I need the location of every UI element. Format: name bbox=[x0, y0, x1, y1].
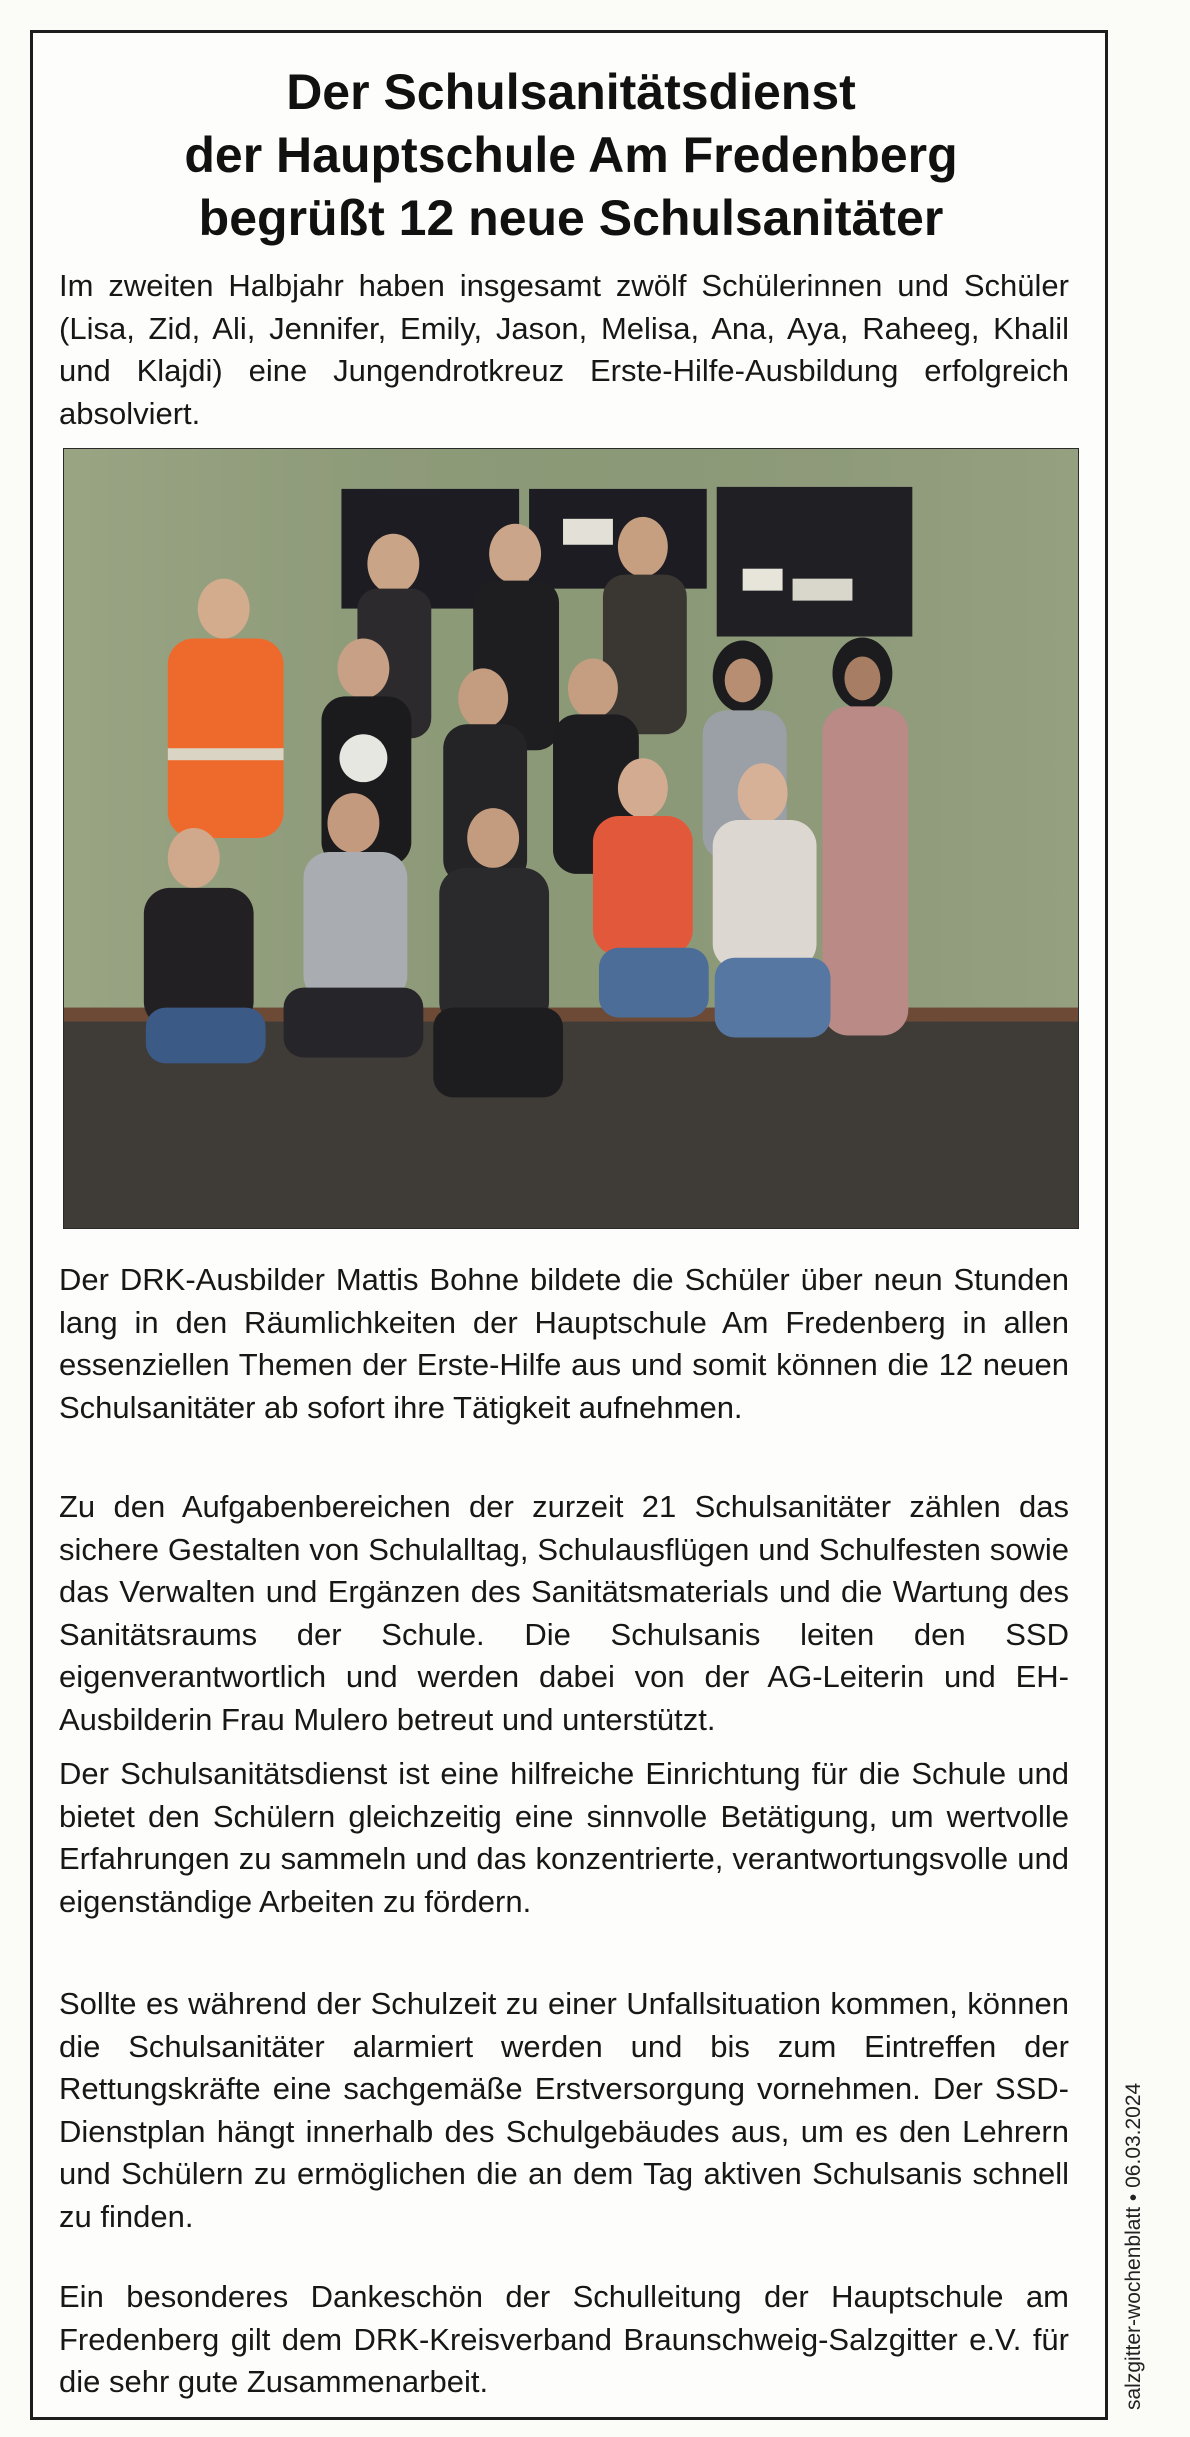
article-headline bbox=[73, 61, 1069, 250]
headline-line-1: Der Schulsanitätsdienst bbox=[286, 64, 856, 120]
group-photo-illustration bbox=[64, 449, 1078, 1228]
body-paragraph: Sollte es während der Schulzeit zu einer Unfallsituation kommen, können die Schulsanitäter alarmiert werden und bis zum Eintreffen der Rettungskräfte eine sachgemäße Erstversorgung vornehmen. Der SSD-Dienstplan hängt innerhalb des Schulgebäudes aus, um es den Lehrern und Schülern zu ermöglichen die an dem Tag aktiven Schulsanis schnell zu finden. bbox=[59, 1986, 1069, 2234]
group-photo bbox=[63, 448, 1079, 1229]
source-credit: salzgitter-wochenblatt • 06.03.2024 bbox=[1122, 2082, 1145, 2410]
headline-line-2: der Hauptschule Am Fredenberg bbox=[184, 127, 958, 183]
body-paragraph: Ein besonderes Dankeschön der Schulleitung der Hauptschule am Fredenberg gilt dem DRK-Kreisverband Braunschweig-Salzgitter e.V. für die sehr gute Zusammenarbeit. bbox=[59, 2279, 1069, 2399]
body-paragraph: Der Schulsanitätsdienst ist eine hilfreiche Einrichtung für die Schule und bietet den Schülern gleichzeitig eine sinnvolle Betätigung, um wertvolle Erfahrungen zu sammeln und das konzentrierte, verantwortungsvolle und eigenständige Arbeiten zu fördern. bbox=[59, 1756, 1069, 1919]
body-paragraph: Der DRK-Ausbilder Mattis Bohne bildete die Schüler über neun Stunden lang in den Räumlichkeiten der Hauptschule Am Fredenberg in allen essenziellen Themen der Erste-Hilfe aus und somit können die 12 neuen Schulsanitäter ab sofort ihre Tätigkeit aufnehmen. bbox=[59, 1262, 1069, 1425]
article-frame bbox=[30, 30, 1108, 2420]
intro-paragraph: Im zweiten Halbjahr haben insgesamt zwölf Schülerinnen und Schüler (Lisa, Zid, Ali, Jennifer, Emily, Jason, Melisa, Ana, Aya, Raheeg, Khalil und Klajdi) eine Jungendrotkreuz Erste-Hilfe-Ausbildung erfolgreich absolviert. bbox=[59, 268, 1069, 431]
headline-line-3: begrüßt 12 neue Schulsanitäter bbox=[198, 190, 944, 246]
body-paragraph: Zu den Aufgabenbereichen der zurzeit 21 Schulsanitäter zählen das sichere Gestalten von Schulalltag, Schulausflügen und Schulfesten sowie das Verwalten und Ergänzen des Sanitätsmaterials und die Wartung des Sanitätsraums der Schule. Die Schulsanis leiten den SSD eigenverantwortlich und werden dabei von der AG-Leiterin und EH-Ausbilderin Frau Mulero betreut und unterstützt. bbox=[59, 1489, 1069, 1737]
